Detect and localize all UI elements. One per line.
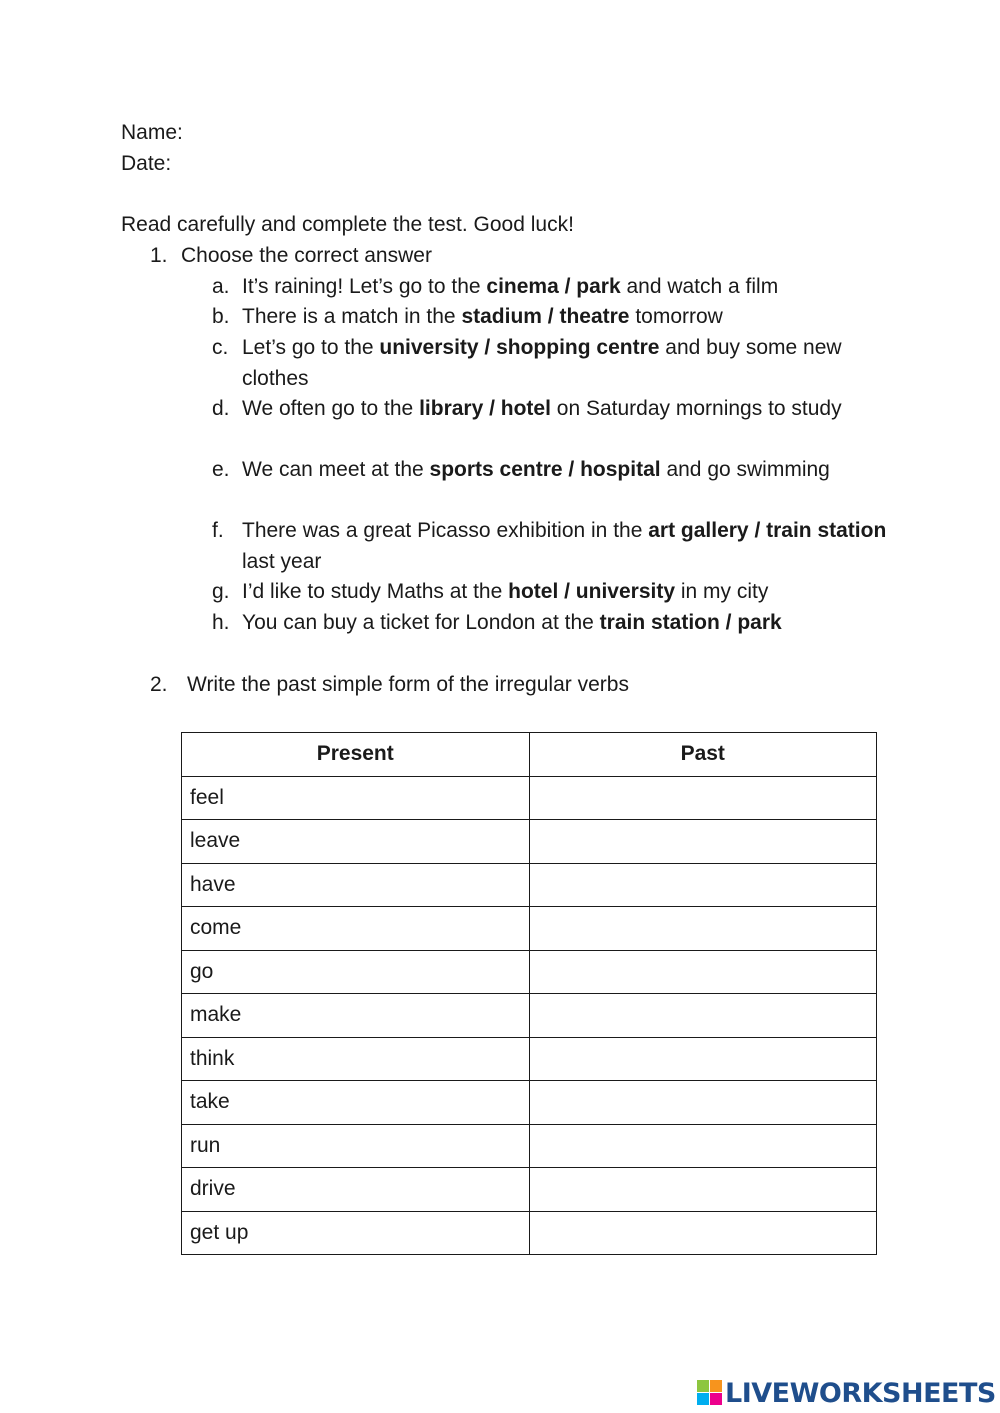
question-text-before: We often go to the — [242, 397, 420, 420]
present-verb-cell: get up — [182, 1211, 530, 1255]
date-label: Date: — [121, 152, 172, 175]
column-header-past: Past — [529, 733, 877, 777]
question-letter: d. — [212, 397, 230, 420]
question-text-after: and buy some new clothes — [242, 336, 842, 390]
question-text — [242, 272, 892, 303]
question-text-after: on Saturday mornings to study — [550, 397, 842, 420]
past-answer-cell[interactable] — [529, 1081, 877, 1125]
question-text — [242, 577, 892, 608]
past-answer-cell[interactable] — [529, 1211, 877, 1255]
question-text — [242, 516, 892, 577]
question-letter: c. — [212, 336, 229, 359]
question-text-after: tomorrow — [629, 305, 723, 328]
present-verb-cell: take — [182, 1081, 530, 1125]
name-label: Name: — [121, 121, 183, 144]
present-verb-cell: run — [182, 1124, 530, 1168]
question-text-after: and watch a film — [620, 275, 779, 298]
column-header-present: Present — [182, 733, 530, 777]
logo-text: LIVEWORKSHEETS — [725, 1377, 996, 1409]
question-text-after: and go swimming — [660, 458, 830, 481]
logo-mark-icon — [697, 1380, 723, 1406]
answer-options[interactable]: library / hotel — [419, 397, 551, 420]
answer-options[interactable]: stadium / theatre — [461, 305, 630, 328]
table-row — [182, 820, 877, 864]
table-row — [182, 1124, 877, 1168]
past-answer-cell[interactable] — [529, 1037, 877, 1081]
question-text-after: last year — [242, 549, 322, 573]
question-text — [242, 608, 892, 639]
answer-options[interactable]: train station / park — [599, 611, 782, 634]
table-row — [182, 863, 877, 907]
answer-options[interactable]: university / shopping centre — [379, 336, 660, 359]
table-row — [182, 776, 877, 820]
table-row — [182, 994, 877, 1038]
verbs-table — [181, 732, 877, 1255]
answer-options[interactable]: cinema / park — [486, 275, 621, 298]
answer-options[interactable]: hotel / university — [508, 580, 676, 603]
past-answer-cell[interactable] — [529, 1168, 877, 1212]
question-letter: a. — [212, 275, 230, 298]
table-row — [182, 1168, 877, 1212]
question-text-after: in my city — [675, 580, 769, 603]
question-letter: h. — [212, 611, 230, 634]
past-answer-cell[interactable] — [529, 907, 877, 951]
past-answer-cell[interactable] — [529, 776, 877, 820]
liveworksheets-logo — [697, 1378, 996, 1408]
table-row — [182, 1037, 877, 1081]
question-text-before: Let’s go to the — [242, 336, 380, 359]
past-answer-cell[interactable] — [529, 994, 877, 1038]
question-text-before: It’s raining! Let’s go to the — [242, 275, 487, 298]
question-text — [242, 455, 892, 486]
table-row — [182, 907, 877, 951]
answer-options[interactable]: art gallery / train station — [648, 519, 887, 542]
question-letter: f. — [212, 519, 224, 542]
present-verb-cell: have — [182, 863, 530, 907]
present-verb-cell: go — [182, 950, 530, 994]
section2-title: Write the past simple form of the irregular verbs — [187, 673, 629, 696]
present-verb-cell: drive — [182, 1168, 530, 1212]
table-row — [182, 950, 877, 994]
past-answer-cell[interactable] — [529, 863, 877, 907]
table-row — [182, 1081, 877, 1125]
present-verb-cell: come — [182, 907, 530, 951]
question-text-before: We can meet at the — [242, 458, 430, 481]
table-header-row — [182, 733, 877, 777]
table-row — [182, 1211, 877, 1255]
question-text — [242, 394, 892, 425]
section2-number: 2. — [150, 673, 168, 696]
present-verb-cell: think — [182, 1037, 530, 1081]
question-text — [242, 302, 892, 333]
past-answer-cell[interactable] — [529, 820, 877, 864]
past-answer-cell[interactable] — [529, 950, 877, 994]
present-verb-cell: make — [182, 994, 530, 1038]
question-text-before: You can buy a ticket for London at the — [242, 611, 600, 634]
question-letter: b. — [212, 305, 230, 328]
answer-options[interactable]: sports centre / hospital — [429, 458, 661, 481]
present-verb-cell: leave — [182, 820, 530, 864]
past-answer-cell[interactable] — [529, 1124, 877, 1168]
question-text-before: I’d like to study Maths at the — [242, 580, 509, 603]
question-text-before: There was a great Picasso exhibition in the — [242, 519, 649, 542]
question-text-before: There is a match in the — [242, 305, 462, 328]
section1-title: Choose the correct answer — [181, 244, 432, 267]
question-letter: g. — [212, 580, 230, 603]
section1-number: 1. — [150, 244, 168, 267]
question-letter: e. — [212, 458, 230, 481]
question-text — [242, 333, 892, 394]
instructions: Read carefully and complete the test. Good luck! — [121, 213, 574, 236]
present-verb-cell: feel — [182, 776, 530, 820]
